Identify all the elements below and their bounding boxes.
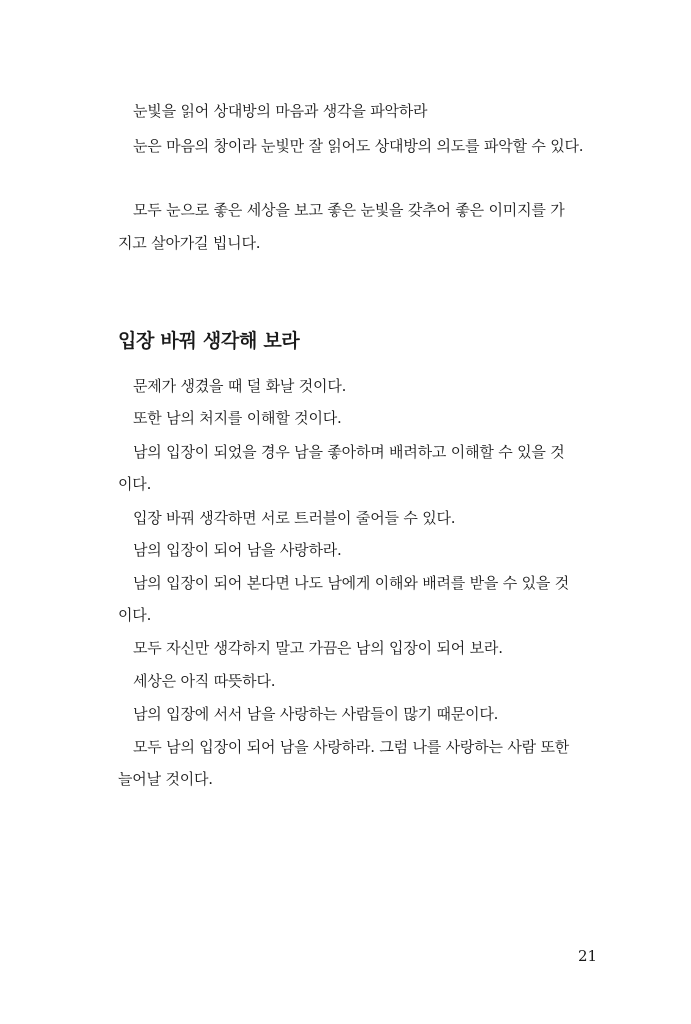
paragraph-line: 문제가 생겼을 때 덜 화날 것이다.: [133, 377, 347, 395]
paragraph-line: 남의 입장이 되어 남을 사랑하라.: [133, 541, 342, 559]
paragraph-line: 모두 자신만 생각하지 말고 가끔은 남의 입장이 되어 보라.: [133, 639, 503, 657]
paragraph-line: 세상은 아직 따뜻하다.: [133, 672, 276, 690]
paragraph-line: 이다.: [118, 475, 152, 493]
paragraph-line: 눈빛을 읽어 상대방의 마음과 생각을 파악하라: [133, 102, 428, 120]
paragraph-line: 눈은 마음의 창이라 눈빛만 잘 읽어도 상대방의 의도를 파악할 수 있다.: [133, 137, 584, 155]
paragraph-line: 남의 입장에 서서 남을 사랑하는 사람들이 많기 때문이다.: [133, 705, 499, 723]
paragraph-line: 모두 눈으로 좋은 세상을 보고 좋은 눈빛을 갖추어 좋은 이미지를 가: [133, 201, 565, 219]
paragraph-line: 지고 살아가길 빕니다.: [118, 234, 261, 252]
paragraph-line: 모두 남의 입장이 되어 남을 사랑하라. 그럼 나를 사랑하는 사람 또한: [133, 738, 570, 756]
paragraph-line: 이다.: [118, 606, 152, 624]
paragraph-line: 남의 입장이 되어 본다면 나도 남에게 이해와 배려를 받을 수 있을 것: [133, 574, 570, 592]
page-number: 21: [578, 947, 598, 965]
paragraph-line: 또한 남의 처지를 이해할 것이다.: [133, 409, 342, 427]
section-heading: 입장 바꿔 생각해 보라: [118, 330, 300, 352]
paragraph-line: 남의 입장이 되었을 경우 남을 좋아하며 배려하고 이해할 수 있을 것: [133, 443, 565, 461]
paragraph-line: 늘어날 것이다.: [118, 770, 213, 788]
paragraph-line: 입장 바꿔 생각하면 서로 트러블이 줄어들 수 있다.: [133, 509, 456, 527]
